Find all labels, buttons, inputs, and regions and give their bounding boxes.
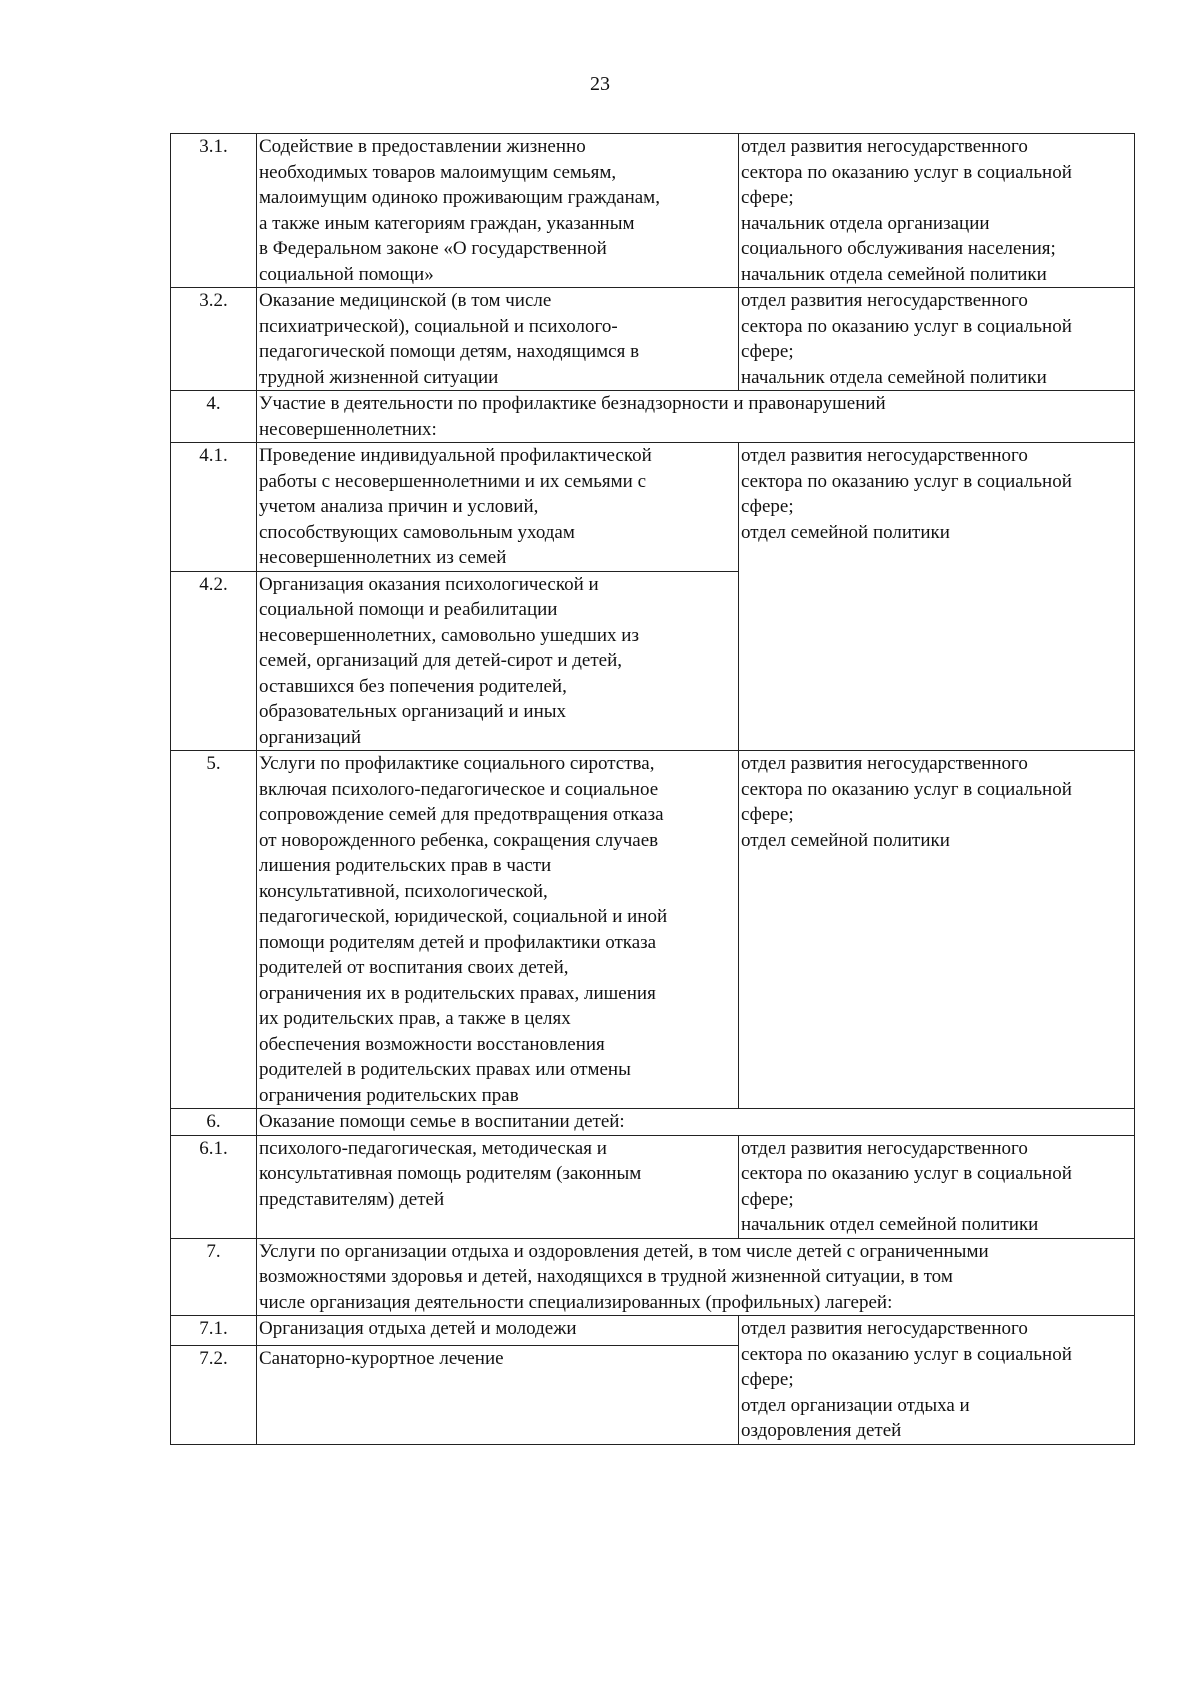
text-line: несовершеннолетних, самовольно ушедших из <box>259 624 639 646</box>
text-line: начальник отдела семейной политики <box>741 263 1047 285</box>
service-description <box>257 1135 739 1238</box>
text-line: отдел развития негосударственного <box>741 1137 1028 1159</box>
text-line: Санаторно-курортное лечение <box>259 1347 504 1369</box>
text-line: сфере; <box>741 187 794 208</box>
text-line: сфере; <box>741 496 794 517</box>
text-line: сектора по оказанию услуг в социальной <box>741 315 1072 337</box>
responsible-units <box>739 1135 1135 1238</box>
row-number: 5. <box>171 751 257 1109</box>
service-description <box>257 134 739 288</box>
text-line: Оказание медицинской (в том числе <box>259 290 552 311</box>
responsible-units <box>739 1316 1135 1445</box>
text-line: отдел развития негосударственного <box>741 290 1028 311</box>
text-line: Организация оказания психологической и <box>259 573 599 595</box>
text-line: сфере; <box>741 341 794 362</box>
text-line: социальной помощи» <box>259 263 434 285</box>
text-line: оздоровления детей <box>741 1420 902 1441</box>
text-line: психолого-педагогическая, методическая и <box>259 1137 607 1159</box>
section-number: 6. <box>171 1109 257 1136</box>
text-line: обеспечения возможности восстановления <box>259 1033 605 1055</box>
page-number: 23 <box>590 73 610 95</box>
text-line: отдел развития негосударственного <box>741 445 1028 466</box>
section-heading <box>257 1109 1135 1136</box>
services-table <box>170 133 1135 1445</box>
row-number: 7.1. <box>171 1316 257 1346</box>
row-number: 4.1. <box>171 443 257 572</box>
text-line: отдел семейной политики <box>741 521 950 543</box>
text-line: педагогической помощи детям, находящимся в <box>259 341 640 362</box>
text-line: сфере; <box>741 1369 794 1390</box>
table-row-5 <box>171 751 1135 1109</box>
table-row-3-2 <box>171 288 1135 391</box>
service-description <box>257 571 739 751</box>
text-line: психиатрической), социальной и психолого- <box>259 315 618 337</box>
text-line: начальник отдел семейной политики <box>741 1214 1039 1235</box>
section-number: 7. <box>171 1238 257 1316</box>
text-line: отдел организации отдыха и <box>741 1394 970 1416</box>
text-line: работы с несовершеннолетними и их семьями с <box>259 470 647 492</box>
text-line: Содействие в предоставлении жизненно <box>259 136 586 157</box>
text-line: сфере; <box>741 1188 794 1210</box>
text-line: несовершеннолетних: <box>259 418 437 440</box>
table-row-7 <box>171 1238 1135 1316</box>
service-description <box>257 1316 739 1346</box>
text-line: Участие в деятельности по профилактике безнадзорности и правонарушений <box>259 393 886 414</box>
text-line: отдел семейной политики <box>741 829 950 851</box>
text-line: начальник отдела семейной политики <box>741 366 1047 388</box>
text-line: Оказание помощи семье в воспитании детей: <box>259 1111 625 1132</box>
row-number: 3.1. <box>171 134 257 288</box>
text-line: сектора по оказанию услуг в социальной <box>741 1163 1072 1184</box>
section-number: 4. <box>171 391 257 443</box>
text-line: родителей в родительских правах или отмены <box>259 1059 631 1080</box>
table-row-7-1 <box>171 1316 1135 1346</box>
text-line: несовершеннолетних из семей <box>259 547 507 568</box>
row-number: 6.1. <box>171 1135 257 1238</box>
responsible-units <box>739 288 1135 391</box>
table-row-3-1 <box>171 134 1135 288</box>
text-line: отдел развития негосударственного <box>741 136 1028 157</box>
text-line: педагогической, юридической, социальной и иной <box>259 906 668 927</box>
text-line: сектора по оказанию услуг в социальной <box>741 470 1072 492</box>
responsible-units <box>739 134 1135 288</box>
text-line: учетом анализа причин и условий, <box>259 496 539 517</box>
text-line: трудной жизненной ситуации <box>259 366 499 388</box>
service-description <box>257 288 739 391</box>
text-line: Услуги по профилактике социального сиротства, <box>259 753 655 774</box>
text-line: организаций <box>259 726 362 748</box>
text-line: отдел развития негосударственного <box>741 753 1028 774</box>
responsible-units <box>739 443 1135 751</box>
text-line: Проведение индивидуальной профилактической <box>259 445 652 466</box>
section-heading <box>257 1238 1135 1316</box>
responsible-units <box>739 751 1135 1109</box>
text-line: необходимых товаров малоимущим семьям, <box>259 161 617 183</box>
text-line: родителей от воспитания своих детей, <box>259 957 569 978</box>
row-number: 4.2. <box>171 571 257 751</box>
text-line: отдел развития негосударственного <box>741 1318 1028 1339</box>
text-line: числе организация деятельности специализированных (профильных) лагерей: <box>259 1291 893 1313</box>
service-description <box>257 1345 739 1444</box>
text-line: от новорожденного ребенка, сокращения случаев <box>259 829 659 851</box>
text-line: социального обслуживания населения; <box>741 238 1056 259</box>
text-line: образовательных организаций и иных <box>259 701 566 722</box>
row-number: 7.2. <box>171 1345 257 1444</box>
text-line: социальной помощи и реабилитации <box>259 599 558 620</box>
text-line: сектора по оказанию услуг в социальной <box>741 778 1072 800</box>
section-heading <box>257 391 1135 443</box>
text-line: их родительских прав, а также в целях <box>259 1008 571 1029</box>
text-line: ограничения родительских прав <box>259 1084 519 1106</box>
text-line: консультативная помощь родителям (законным <box>259 1163 642 1184</box>
text-line: помощи родителям детей и профилактики отказа <box>259 931 657 953</box>
text-line: Услуги по организации отдыха и оздоровления детей, в том числе детей с ограниченными <box>259 1240 989 1262</box>
service-description <box>257 443 739 572</box>
table-row-6 <box>171 1109 1135 1136</box>
text-line: возможностями здоровья и детей, находящихся в трудной жизненной ситуации, в том <box>259 1266 953 1287</box>
text-line: оставшихся без попечения родителей, <box>259 675 567 697</box>
text-line: представителям) детей <box>259 1188 445 1210</box>
table-row-4 <box>171 391 1135 443</box>
text-line: ограничения их в родительских правах, лишения <box>259 982 656 1004</box>
text-line: сопровождение семей для предотвращения отказа <box>259 804 664 825</box>
service-description <box>257 751 739 1109</box>
text-line: способствующих самовольным уходам <box>259 521 575 543</box>
table-row-6-1 <box>171 1135 1135 1238</box>
text-line: лишения родительских прав в части <box>259 855 552 876</box>
text-line: семей, организаций для детей-сирот и детей, <box>259 650 623 671</box>
text-line: сектора по оказанию услуг в социальной <box>741 1343 1072 1365</box>
text-line: Организация отдыха детей и молодежи <box>259 1318 577 1339</box>
text-line: в Федеральном законе «О государственной <box>259 238 607 259</box>
text-line: малоимущим одиноко проживающим гражданам, <box>259 187 660 208</box>
row-number: 3.2. <box>171 288 257 391</box>
text-line: включая психолого-педагогическое и социальное <box>259 778 659 800</box>
text-line: начальник отдела организации <box>741 212 990 234</box>
text-line: сектора по оказанию услуг в социальной <box>741 161 1072 183</box>
table-row-4-1 <box>171 443 1135 572</box>
text-line: консультативной, психологической, <box>259 880 548 902</box>
text-line: сфере; <box>741 804 794 825</box>
text-line: а также иным категориям граждан, указанным <box>259 212 635 234</box>
